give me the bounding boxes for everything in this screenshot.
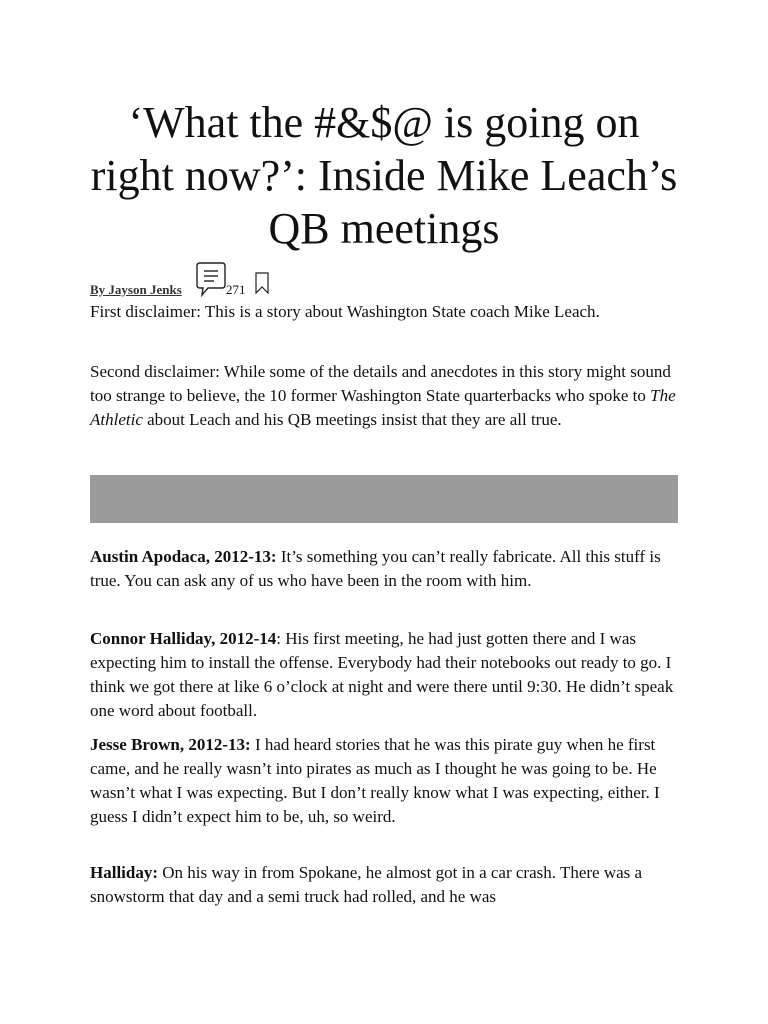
comment-count: 271 [226,282,246,297]
quote-speaker: Jesse Brown, 2012-13: [90,735,251,754]
quote-paragraph [90,733,690,829]
quote-speaker: Austin Apodaca, 2012-13: [90,547,277,566]
intro-paragraph-1: First disclaimer: This is a story about Washington State coach Mike Leach. [90,302,600,321]
byline [90,260,390,300]
author-link[interactable]: By Jayson Jenks [90,282,182,297]
intro-paragraph-2 [90,360,690,432]
quote-text: I had heard stories that he was this pirate guy when he first came, and he really wasn’t into pirates as much as I thought he was going to be. He wasn’t what I was expecting. But I don’t really know what I was expecting, either. I guess I didn’t expect him to be, uh, so weird. [90,735,660,826]
intro-p2-before: Second disclaimer: While some of the details and anecdotes in this story might sound too strange to believe, the 10 former Washington State quarterbacks who spoke to [90,362,671,405]
bookmark-icon[interactable] [255,272,269,294]
publication-name: The Athletic [90,386,676,429]
quote-paragraph [90,545,690,593]
intro-p2-after: about Leach and his QB meetings insist that they are all true. [142,410,562,429]
quote-speaker: Connor Halliday, 2012-14 [90,629,277,648]
image-placeholder-banner [90,475,678,523]
comment-icon[interactable] [194,260,228,298]
quote-text: On his way in from Spokane, he almost got in a car crash. There was a snowstorm that day and a semi truck had rolled, and he was [90,863,643,906]
quote-paragraph [90,627,690,723]
quote-speaker: Halliday: [90,863,159,882]
quote-text: It’s something you can’t really fabricate. All this stuff is true. You can ask any of us who have been in the room with him. [90,547,661,590]
quote-paragraph [90,861,690,909]
article-title: ‘What the #&$@ is going on right now?’: Inside Mike Leach’s QB meetings [90,98,678,253]
quote-text: : His first meeting, he had just gotten there and I was expecting him to install the offense. Everybody had their notebooks out ready to go. I think we got there at like 6 o’clock at night and were there until 9:30. He didn’t speak one word about football. [90,629,674,720]
